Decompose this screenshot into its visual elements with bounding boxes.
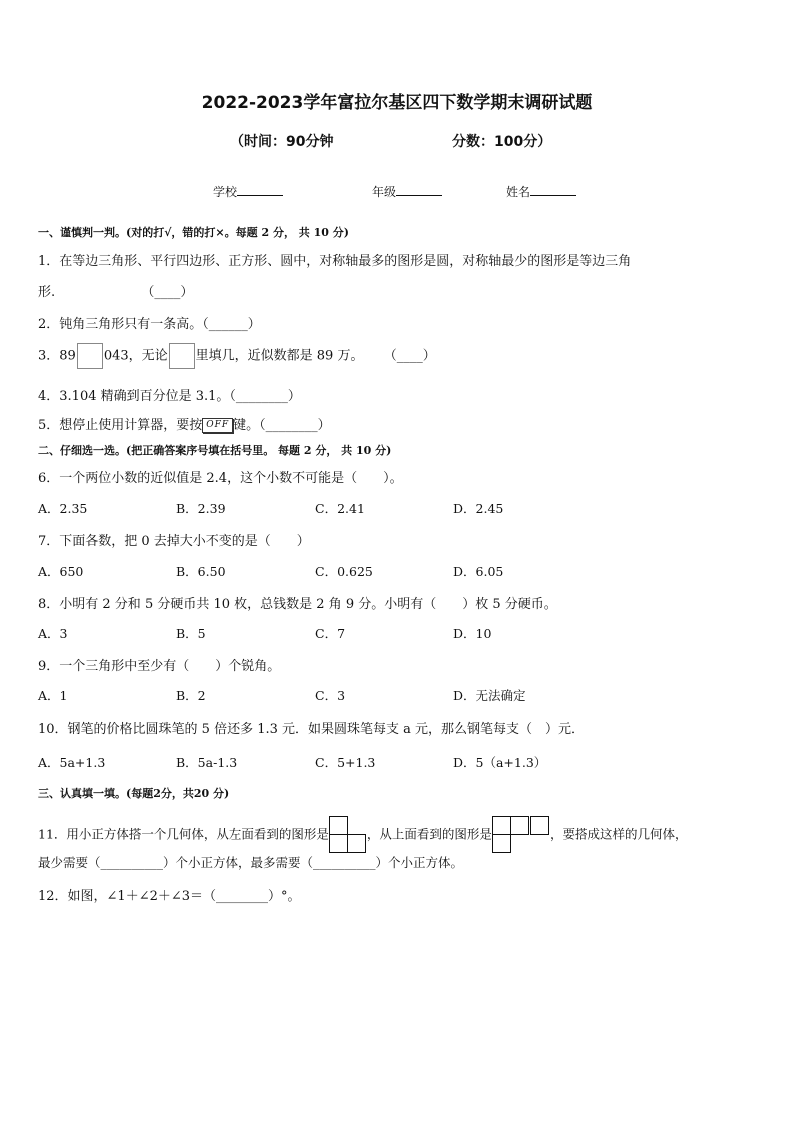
- question-6-option-c[interactable]: C．2.41: [315, 501, 365, 516]
- question-5: [38, 414, 331, 433]
- section-3-heading: 三、认真填一填。(每题2分，共20 分): [38, 787, 230, 800]
- school-label: 学校: [213, 185, 238, 199]
- question-8-option-d[interactable]: D．10: [453, 626, 492, 641]
- question-10: 10．钢笔的价格比圆珠笔的 5 倍还多 1.3 元．如果圆珠笔每支 a 元，那么钢笔每支（ ）元．: [38, 722, 585, 737]
- question-3-part-1: 3．89: [38, 348, 76, 364]
- question-3-part-3: 里填几，近似数都是 89 万。: [195, 348, 364, 364]
- grade-field: [372, 183, 442, 200]
- question-11-part-1: 11．用小正方体搭一个几何体，从左面看到的图形是: [38, 826, 329, 842]
- question-1-answer[interactable]: （____）: [141, 285, 194, 300]
- question-6: 6．一个两位小数的近似值是 2.4，这个小数不可能是（ ）。: [38, 471, 403, 486]
- digit-box[interactable]: [169, 343, 195, 369]
- question-8: 8．小明有 2 分和 5 分硬币共 10 枚，总钱数是 2 角 9 分。小明有（ ）枚 5 分硬币。: [38, 597, 557, 612]
- question-7: 7．下面各数，把 0 去掉大小不变的是（ ）: [38, 534, 310, 549]
- grade-blank[interactable]: [396, 183, 442, 196]
- question-10-option-a[interactable]: A．5a+1.3: [38, 755, 106, 770]
- question-1-line-2: [38, 281, 193, 300]
- question-10-option-d[interactable]: D．5（a+1.3）: [453, 755, 547, 770]
- question-9: 9．一个三角形中至少有（ ）个锐角。: [38, 659, 281, 674]
- question-10-option-c[interactable]: C．5+1.3: [315, 755, 376, 770]
- school-field: [213, 183, 283, 200]
- question-7-option-d[interactable]: D．6.05: [453, 564, 504, 579]
- name-label: 姓名: [506, 185, 531, 199]
- question-8-option-a[interactable]: A．3: [38, 626, 68, 641]
- score-label: 分数：100分）: [452, 134, 552, 150]
- question-5-part-2: 键。（________）: [233, 418, 331, 433]
- question-4: 4．3.104 精确到百分位是 3.1。（________）: [38, 389, 301, 404]
- digit-box[interactable]: [77, 343, 103, 369]
- off-key-icon: OFF: [202, 418, 233, 433]
- question-11-part-2: ，从上面看到的图形是: [366, 826, 492, 842]
- exam-title: 2022-2023学年富拉尔基区四下数学期末调研试题: [201, 93, 593, 113]
- question-3: [38, 343, 436, 369]
- question-3-part-2: 043，无论: [103, 348, 168, 364]
- time-label: （时间：90分钟: [230, 134, 334, 150]
- question-11-part-3: ，要搭成这样的几何体，: [549, 826, 688, 842]
- question-8-option-b[interactable]: B．5: [176, 626, 206, 641]
- question-6-option-d[interactable]: D．2.45: [453, 501, 504, 516]
- question-5-part-1: 5．想停止使用计算器，要按: [38, 418, 203, 433]
- section-2-heading: 二、仔细选一选。(把正确答案序号填在括号里。 每题 2 分， 共 10 分): [38, 444, 392, 457]
- grade-label: 年级: [372, 185, 397, 199]
- question-9-option-a[interactable]: A．1: [38, 688, 68, 703]
- question-12: 12．如图，∠1＋∠2＋∠3＝（________）°。: [38, 889, 301, 904]
- question-9-option-b[interactable]: B．2: [176, 688, 206, 703]
- question-1-line-1: 1．在等边三角形、平行四边形、正方形、圆中，对称轴最多的图形是圆，对称轴最少的图形是等边三角: [38, 254, 632, 269]
- left-view-figure: [329, 816, 367, 854]
- question-9-option-d[interactable]: D．无法确定: [453, 688, 526, 703]
- school-blank[interactable]: [237, 183, 283, 196]
- question-9-option-c[interactable]: C．3: [315, 688, 346, 703]
- question-6-option-b[interactable]: B．2.39: [176, 501, 226, 516]
- question-6-option-a[interactable]: A．2.35: [38, 501, 88, 516]
- name-field: [506, 183, 576, 200]
- question-8-option-c[interactable]: C．7: [315, 626, 346, 641]
- question-11-line-1: [38, 816, 687, 854]
- question-10-option-b[interactable]: B．5a-1.3: [176, 755, 238, 770]
- question-2: 2．钝角三角形只有一条高。（______）: [38, 317, 261, 332]
- question-11-line-2: 最少需要（__________）个小正方体，最多需要（__________）个小正方体。: [38, 855, 464, 870]
- question-1-tail: 形.: [38, 285, 56, 300]
- question-3-answer[interactable]: （____）: [383, 348, 436, 364]
- question-7-option-b[interactable]: B．6.50: [176, 564, 226, 579]
- top-view-figure: [492, 816, 550, 854]
- name-blank[interactable]: [530, 183, 576, 196]
- question-7-option-c[interactable]: C．0.625: [315, 564, 373, 579]
- question-7-option-a[interactable]: A．650: [38, 564, 84, 579]
- section-1-heading: 一、谨慎判一判。(对的打√，错的打×。每题 2 分， 共 10 分): [38, 226, 349, 239]
